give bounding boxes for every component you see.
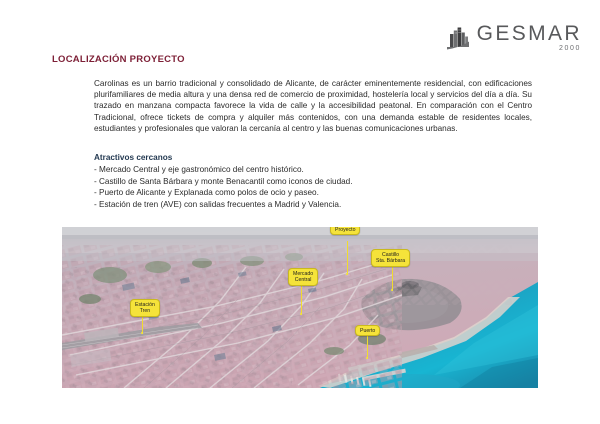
callout-line: Castillo	[382, 251, 400, 258]
leader-line-proyecto	[347, 241, 348, 275]
location-map	[62, 227, 538, 388]
callout-line: Sta. Bárbara	[376, 257, 406, 264]
brand-year: 2000	[559, 45, 581, 52]
callout-line: Central	[294, 276, 312, 283]
callout-castillo	[371, 249, 410, 267]
attractions-block	[94, 152, 494, 210]
callout-puerto	[355, 325, 380, 336]
callout-line: Estación	[135, 301, 155, 308]
list-item: - Estación de tren (AVE) con salidas frecuentes a Madrid y Valencia.	[94, 199, 342, 209]
leader-line-puerto	[367, 333, 368, 359]
attractions-list	[94, 164, 494, 210]
callout-line: Mercado	[293, 270, 314, 277]
page-title: LOCALIZACIÓN PROYECTO	[52, 54, 185, 65]
brand-name: GESMAR	[476, 22, 582, 45]
list-item: - Puerto de Alicante y Explanada como polos de ocio y paseo.	[94, 188, 319, 198]
building-skyline-icon	[445, 22, 475, 52]
list-item: - Castillo de Santa Bárbara y monte Benacantil como iconos de ciudad.	[94, 176, 353, 186]
callout-estacion	[130, 299, 160, 317]
attractions-heading: Atractivos cercanos	[94, 153, 173, 162]
brand-logo	[445, 18, 582, 52]
callout-line: Proyecto	[335, 227, 356, 233]
callout-line: Tren	[139, 307, 151, 314]
callout-proyecto	[330, 227, 360, 235]
callout-line: Puerto	[360, 327, 376, 334]
list-item: - Mercado Central y eje gastronómico del centro histórico.	[94, 165, 304, 175]
leader-line-castillo	[392, 265, 393, 291]
callout-mercado	[288, 268, 318, 286]
description-paragraph: Carolinas es un barrio tradicional y consolidado de Alicante, de carácter eminentemente residencial, con edificaciones plurifamiliares de media altura y una densa red de comercio de proximidad, hostelería local y servicios del día a día. Su trazado en manzana compacta favorece la vida de calle y la accesibilidad peatonal. En comparación con el Centro Tradicional, ofrece tickets de compra y alquiler más contenidos, con una demanda estable de residentes locales, estudiantes y profesionales que valoran la cercanía al centro y las buenas comunicaciones urbanas.	[94, 79, 532, 133]
